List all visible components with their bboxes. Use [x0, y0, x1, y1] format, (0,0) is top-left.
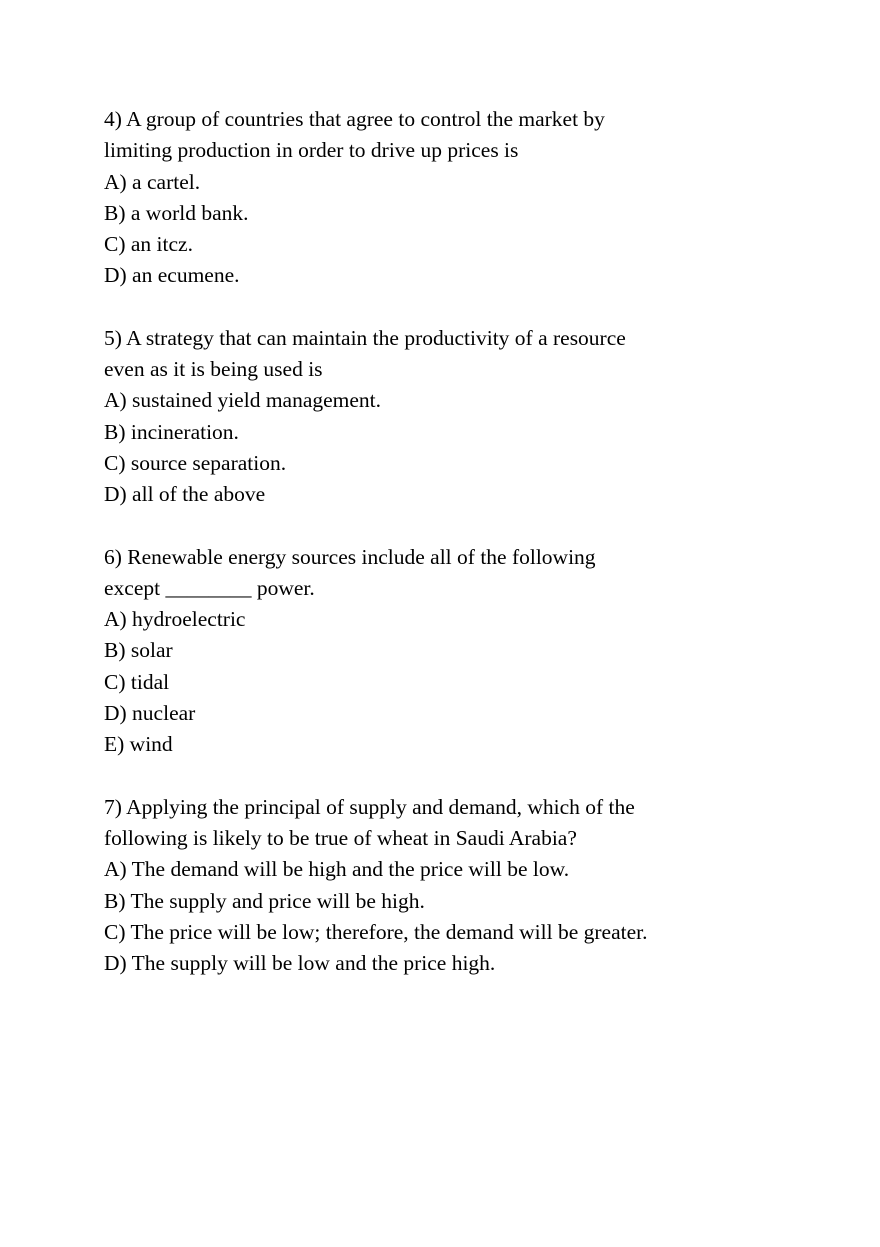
question-5 [104, 323, 804, 511]
answer-option-a: A) sustained yield management. [104, 388, 382, 413]
question-stem-line: even as it is being used is [104, 357, 323, 382]
answer-option-d: D) nuclear [104, 701, 196, 726]
answer-option-a: A) a cartel. [104, 169, 201, 194]
question-stem-line: except ________ power. [104, 575, 315, 600]
question-4 [104, 104, 804, 292]
answer-option-d: D) an ecumene. [104, 263, 240, 288]
question-stem-line: 5) A strategy that can maintain the productivity of a resource [104, 325, 626, 350]
answer-option-a: A) The demand will be high and the price will be low. [104, 857, 570, 882]
question-stem-line: following is likely to be true of wheat in Saudi Arabia? [104, 825, 577, 850]
question-stem-line: 6) Renewable energy sources include all of the following [104, 544, 596, 569]
answer-option-b: B) incineration. [104, 419, 239, 444]
answer-option-a: A) hydroelectric [104, 607, 246, 632]
answer-option-c: C) an itcz. [104, 232, 193, 257]
question-stem-line: 4) A group of countries that agree to control the market by [104, 107, 605, 131]
answer-option-b: B) The supply and price will be high. [104, 888, 425, 913]
question-6 [104, 542, 804, 761]
answer-option-e: E) wind [104, 732, 173, 757]
answer-option-c: C) source separation. [104, 450, 287, 475]
question-stem-line: limiting production in order to drive up prices is [104, 138, 519, 163]
answer-option-c: C) The price will be low; therefore, the demand will be greater. [104, 919, 648, 944]
answer-option-d: D) The supply will be low and the price high. [104, 951, 496, 976]
answer-option-b: B) solar [104, 638, 173, 663]
answer-option-b: B) a world bank. [104, 200, 249, 225]
question-7 [104, 792, 804, 980]
quiz-page [104, 104, 804, 1010]
answer-option-d: D) all of the above [104, 482, 266, 507]
question-stem-line: 7) Applying the principal of supply and demand, which of the [104, 794, 635, 819]
answer-option-c: C) tidal [104, 669, 170, 694]
